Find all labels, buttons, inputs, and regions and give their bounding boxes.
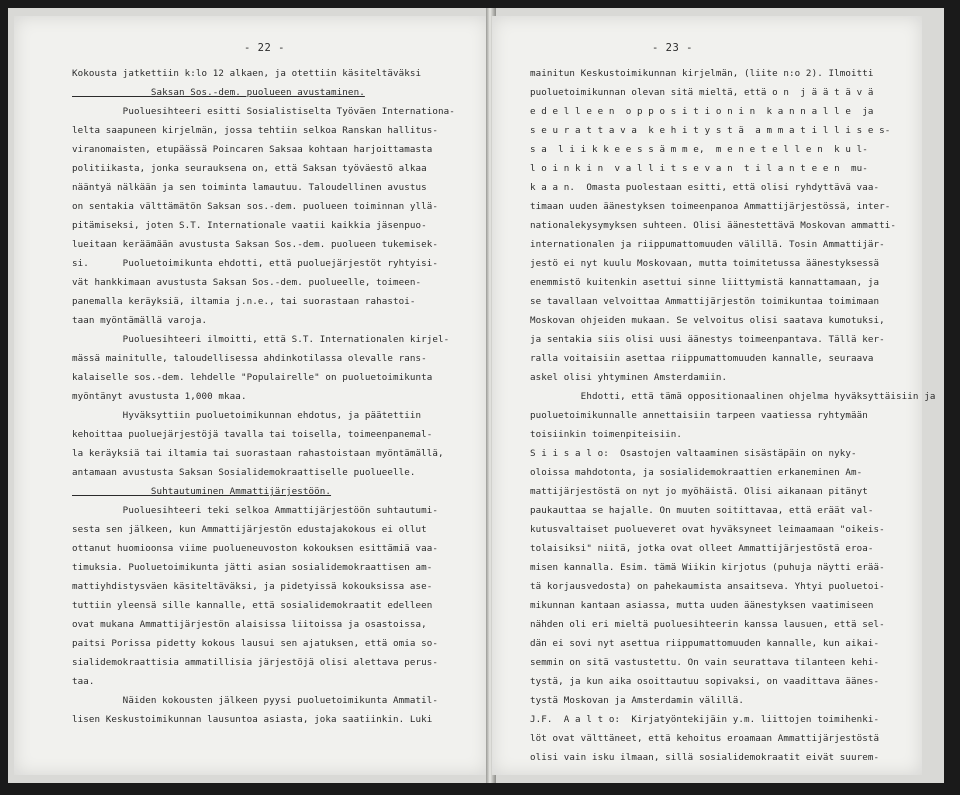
text-line: kutusvaltaiset puolueveret ovat hyväksyneet leimaamaan "oikeis- (530, 524, 885, 535)
text-line: mattijärjestöstä on nyt jo myöhäistä. Olisi aikanaan pitänyt (530, 486, 868, 497)
text-line: mikunnan kantaan asiassa, mutta uuden äänestyksen vaatimiseen (530, 600, 874, 611)
text-line: paitsi Porissa pidetty kokous lausui sen ajatuksen, että omia so- (72, 638, 439, 649)
text-line: nationalekysymyksen suhteen. Olisi äänestettävä Moskovan ammatti- (530, 220, 897, 231)
text-line: lelta saapuneen kirjelmän, jossa tehtiin selkoa Ranskan hallitus- (72, 125, 439, 136)
text-line: jestö ei nyt kuulu Moskovaan, mutta toimitetussa äänestyksessä (530, 258, 880, 269)
text-line: myöntänyt avustusta 1,000 mkaa. (72, 391, 247, 402)
text-line: oloissa mahdotonta, ja sosialidemokraattien erkaneminen Am- (530, 467, 863, 478)
text-line: kehoittaa puoluejärjestöjä tavalla tai toisella, toimeenpanemal- (72, 429, 433, 440)
text-line: dän ei sovi nyt asettua riippumattomuuden kannalle, kun aikai- (530, 638, 880, 649)
text-line: ralla voitaisiin asettaa riippumattomuuden kannalle, seuraava (530, 353, 874, 364)
text-line: nähden oli eri mieltä puoluesihteerin kanssa lausuen, että sel- (530, 619, 885, 630)
page-number-right: - 23 - (652, 42, 693, 54)
text-line: l o i n k i n v a l l i t s e v a n t i l a n t e e n mu- (530, 163, 868, 174)
text-line: Suhtautuminen Ammattijärjestöön. (72, 486, 332, 497)
text-line: puoluetoimikunnan olevan sitä mieltä, että o n j ä ä t ä v ä (530, 87, 874, 98)
text-line: mainitun Keskustoimikunnan kirjelmän, (liite n:o 2). Ilmoitti (530, 68, 874, 79)
text-line: S i i s a l o: Osastojen valtaaminen sisästäpäin on nyky- (530, 448, 857, 459)
text-line: Hyväksyttiin puoluetoimikunnan ehdotus, ja päätettiin (72, 410, 422, 421)
text-line: toisiinkin toimenpiteisiin. (530, 429, 683, 440)
text-line: internationalen ja riippumattomuuden välillä. Tosin Ammattijär- (530, 239, 885, 250)
text-line: Moskovan ohjeiden mukaan. Se velvoitus olisi saatava kumotuksi, (530, 315, 885, 326)
text-line: tystä, ja kun aika osoittautuu sopivaksi, on vaadittava äänes- (530, 676, 880, 687)
right-page-body (530, 64, 935, 767)
page-number-left: - 22 - (244, 42, 285, 54)
text-line: timuksia. Puoluetoimikunta jätti asian sosialidemokraattisen am- (72, 562, 433, 573)
text-line: kalaiselle sos.-dem. lehdelle "Populairelle" on puoluetoimikunta (72, 372, 433, 383)
text-line: e d e l l e e n o p p o s i t i o n i n k a n n a l l e ja (530, 106, 874, 117)
text-line: olisi vain isku ilmaan, sillä sosialidemokraatit eivät suurem- (530, 752, 880, 763)
text-line: la keräyksiä tai iltamia tai suorastaan rahastoistaan myöntämällä, (72, 448, 444, 459)
text-line: mässä mainitulle, taloudellisessa ahdinkotilassa olevalle rans- (72, 353, 427, 364)
text-line: antamaan avustusta Saksan Sosialidemokraattiselle puolueelle. (72, 467, 416, 478)
text-line: sialidemokraattisia ammatillisia järjestöjä olisi alettava perus- (72, 657, 439, 668)
text-line: politiikasta, jonka seurauksena on, että Saksan työväestö alkaa (72, 163, 427, 174)
text-line: tystä Moskovan ja Amsterdamin välillä. (530, 695, 744, 706)
text-line: askel olisi yhtyminen Amsterdamiin. (530, 372, 728, 383)
text-line: Saksan Sos.-dem. puolueen avustaminen. (72, 87, 365, 98)
text-line: nääntyä nälkään ja sen toiminta lamautuu. Taloudellinen avustus (72, 182, 427, 193)
text-line: viranomaisten, etupäässä Poincaren Saksaa kohtaan harjoittamasta (72, 144, 433, 155)
text-line: sesta sen jälkeen, kun Ammattijärjestön edustajakokous ei ollut (72, 524, 427, 535)
text-line: semmin on sitä vastustettu. On vain seurattava tilanteen kehi- (530, 657, 880, 668)
text-line: pitämiseksi, joten S.T. Internationale vaatii kaikkia jäsenpuo- (72, 220, 427, 231)
text-line: Kokousta jatkettiin k:lo 12 alkaen, ja otettiin käsiteltäväksi (72, 68, 422, 79)
text-line: löt ovat välttäneet, että kehoitus eroamaan Ammattijärjestöstä (530, 733, 880, 744)
book-spread (8, 8, 944, 783)
text-line: timaan uuden äänestyksen toimeenpanoa Ammattijärjestössä, inter- (530, 201, 891, 212)
right-page (492, 16, 936, 775)
text-line: tä korjausvedosta) on pahekaumista ansaitseva. Yhtyi puoluetoi- (530, 581, 885, 592)
text-line: ottanut huomioonsa viime puolueneuvoston kokouksen esittämiä vaa- (72, 543, 439, 554)
text-line: se tavallaan velvoittaa Ammattijärjestön toimikuntaa toimimaan (530, 296, 880, 307)
left-page-body (72, 64, 455, 729)
text-line: Puoluesihteeri teki selkoa Ammattijärjestöön suhtautumi- (72, 505, 439, 516)
text-line: paukauttaa se hajalle. On muuten soitittavaa, että eräät val- (530, 505, 874, 516)
text-line: s e u r a t t a v a k e h i t y s t ä a m m a t i l l i s e s- (530, 125, 891, 136)
text-line: tolaisiksi" niitä, jotka ovat olleet Ammattijärjestöstä eroa- (530, 543, 874, 554)
text-line: Puoluesihteeri esitti Sosialistiselta Työväen Internationa- (72, 106, 455, 117)
text-line: Ehdotti, että tämä oppositionaalinen ohjelma hyväksyttäisiin ja (530, 391, 936, 402)
text-line: s a l i i k k e e s s ä m m e, m e n e t e l l e n k u l- (530, 144, 868, 155)
text-line: ja sentakia siis olisi uusi äänestys toimeenpantava. Tällä ker- (530, 334, 885, 345)
text-line: enemmistö kuitenkin asettui sinne liittymistä kannattamaan, ja (530, 277, 880, 288)
text-line: puoluetoimikunnalle annettaisiin tarpeen vaatiessa ryhtymään (530, 410, 868, 421)
text-line: lisen Keskustoimikunnan lausuntoa asiasta, joka saatiinkin. Luki (72, 714, 433, 725)
left-page (14, 16, 488, 775)
text-line: mattiyhdistysväen käsiteltäväksi, ja pidetyissä kokouksissa ase- (72, 581, 433, 592)
text-line: Puoluesihteeri ilmoitti, että S.T. Internationalen kirjel- (72, 334, 450, 345)
text-line: lueitaan keräämään avustusta Saksan Sos.-dem. puolueen tukemisek- (72, 239, 439, 250)
text-line: J.F. A a l t o: Kirjatyöntekijäin y.m. liittojen toimihenki- (530, 714, 880, 725)
text-line: taan myöntämällä varoja. (72, 315, 208, 326)
text-line: si. Puoluetoimikunta ehdotti, että puoluejärjestöt ryhtyisi- (72, 258, 439, 269)
text-line: tuttiin yleensä sille kannalle, että sosialidemokraatit edelleen (72, 600, 433, 611)
text-line: vät hankkimaan avustusta Saksan Sos.-dem. puolueelle, toimeen- (72, 277, 422, 288)
text-line: ovat mukana Ammattijärjestön alaisissa liitoissa ja osastoissa, (72, 619, 427, 630)
text-line: panemalla keräyksiä, iltamia j.n.e., tai suorastaan rahastoi- (72, 296, 416, 307)
text-line: Näiden kokousten jälkeen pyysi puoluetoimikunta Ammatil- (72, 695, 439, 706)
text-line: taa. (72, 676, 95, 687)
text-line: misen kannalla. Esim. tämä Wiikin kirjotus (puhuja näytti erää- (530, 562, 885, 573)
text-line: on sentakia välttämätön Saksan sos.-dem. puolueen toiminnan yllä- (72, 201, 439, 212)
text-line: k a a n. Omasta puolestaan esitti, että olisi ryhdyttävä vaa- (530, 182, 880, 193)
